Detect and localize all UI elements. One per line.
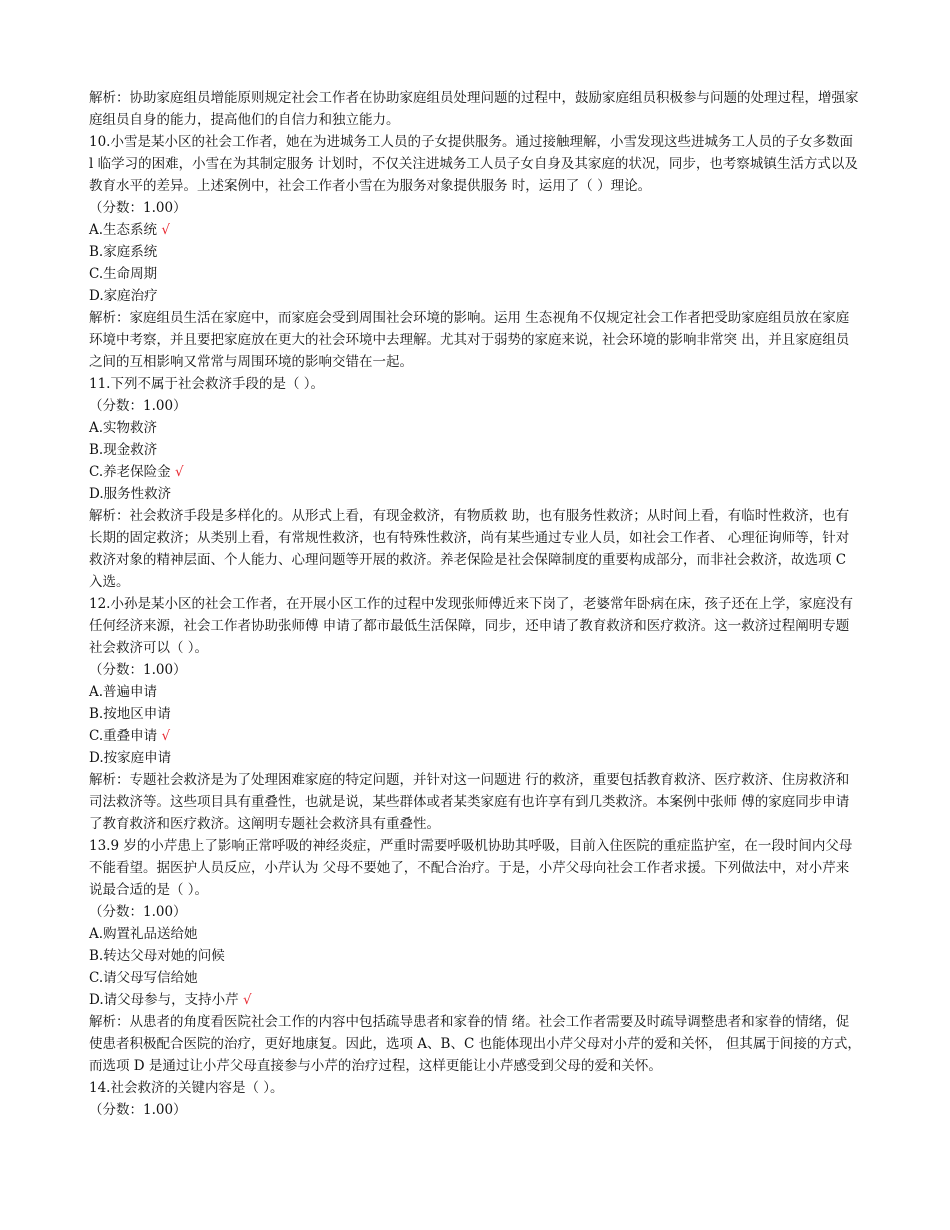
option-text: C.请父母写信给她: [89, 970, 198, 986]
correct-answer-check-icon: √: [161, 728, 171, 744]
option-text: B.家庭系统: [89, 244, 158, 260]
score-text: （分数：1.00）: [89, 662, 187, 678]
question-text: 11.下列不属于社会救济手段的是（ ）。: [89, 376, 325, 392]
analysis-text: [89, 769, 861, 835]
score-text: （分数：1.00）: [89, 200, 187, 216]
option-text: A.实物救济: [89, 420, 158, 436]
answer-option: [89, 483, 861, 505]
answer-option: [89, 417, 861, 439]
answer-option: [89, 923, 861, 945]
answer-option: [89, 989, 861, 1011]
analysis-text: 解析：家庭组员生活在家庭中，而家庭会受到周围社会环境的影响。运用 生态视角不仅规定社会工作者把受助家庭组员放在家庭环境中考察，并且要把家庭放在更大的社会环境中去理解。尤其对于弱势的家庭来说，社会环境的影响非常突 出，并且家庭组员之间的互相影响又常常与周围环境的影响交错在一起。: [89, 310, 850, 370]
answer-option: [89, 945, 861, 967]
correct-answer-check-icon: √: [174, 464, 184, 480]
analysis-text: [89, 307, 861, 373]
question-text: 13.9 岁的小芹患上了影响正常呼吸的神经炎症，严重时需要呼吸机协助其呼吸，目前入住医院的重症监护室，在一段时间内父母不能看望。据医护人员反应，小芹认为 父母不要她了，不配合治疗。于是，小芹父母向社会工作者求援。下列做法中，对小芹来说最合适的是（ ）。: [89, 838, 853, 898]
question-text: [89, 835, 861, 901]
analysis-text: [89, 87, 861, 131]
answer-option: [89, 725, 861, 747]
analysis-text: 解析：协助家庭组员增能原则规定社会工作者在协助家庭组员处理问题的过程中，鼓励家庭组员积极参与问题的处理过程，增强家庭组员自身的能力，提高他们的自信力和独立能力。: [89, 90, 859, 128]
correct-answer-check-icon: √: [242, 992, 252, 1008]
answer-option: [89, 219, 861, 241]
score-label: [89, 197, 861, 219]
analysis-text: 解析：从患者的角度看医院社会工作的内容中包括疏导患者和家眷的情 绪。社会工作者需要及时疏导调整患者和家眷的情绪，促使患者积极配合医院的治疗，更好地康复。因此，选项 A、B、C 也能体现出小芹父母对小芹的爱和关怀， 但其属于间接的方式，而选项 D 是通过让小芹父母直接参与小芹的治疗过程，这样更能让小芹感受到父母的爱和关怀。: [89, 1014, 861, 1074]
option-text: D.请父母参与，支持小芹: [89, 992, 239, 1008]
score-label: [89, 659, 861, 681]
option-text: A.生态系统: [89, 222, 158, 238]
option-text: C.生命周期: [89, 266, 158, 282]
answer-option: [89, 439, 861, 461]
option-text: C.重叠申请: [89, 728, 158, 744]
question-text: 12.小孙是某小区的社会工作者，在开展小区工作的过程中发现张师傅近来下岗了，老婆常年卧病在床，孩子还在上学，家庭没有任何经济来源，社会工作者协助张师傅 申请了都市最低生活保障，同步，还申请了教育救济和医疗救济。这一救济过程阐明专题社会救济可以（ ）。: [89, 596, 853, 656]
correct-answer-check-icon: √: [161, 222, 170, 238]
answer-option: [89, 241, 861, 263]
option-text: B.按地区申请: [89, 706, 171, 722]
analysis-text: 解析：专题社会救济是为了处理困难家庭的特定问题，并针对这一问题进 行的救济，重要包括教育救济、医疗救济、住房救济和司法救济等。这些项目具有重叠性，也就是说，某些群体或者某类家庭有也许享有到几类救济。本案例中张师 傅的家庭同步申请了教育救济和医疗救济。这阐明专题社会救济具有重叠性。: [89, 772, 850, 832]
analysis-text: 解析：社会救济手段是多样化的。从形式上看，有现金救济，有物质救 助，也有服务性救济；从时间上看，有临时性救济，也有长期的固定救济；从类别上看，有常规性救济，也有特殊性救济，尚有某些通过专业人员，如社会工作者、 心理征询师等，针对救济对象的精神层面、个人能力、心理问题等开展的救济。养老保险是社会保障制度的重要构成部分，而非社会救济，故选项 C 入选。: [89, 508, 850, 590]
score-text: （分数：1.00）: [89, 904, 187, 920]
option-text: B.现金救济: [89, 442, 158, 458]
analysis-text: [89, 505, 861, 593]
option-text: A.购置礼品送给她: [89, 926, 198, 942]
answer-option: [89, 967, 861, 989]
question-text: [89, 593, 861, 659]
question-text: [89, 1077, 861, 1099]
answer-option: [89, 285, 861, 307]
question-text: 14.社会救济的关键内容是（ ）。: [89, 1080, 284, 1096]
answer-option: [89, 263, 861, 285]
answer-option: [89, 747, 861, 769]
score-label: [89, 395, 861, 417]
question-text: [89, 131, 861, 197]
option-text: D.服务性救济: [89, 486, 172, 502]
score-label: [89, 901, 861, 923]
score-text: （分数：1.00）: [89, 398, 187, 414]
score-label: [89, 1099, 861, 1121]
option-text: B.转达父母对她的问候: [89, 948, 225, 964]
option-text: A.普遍申请: [89, 684, 158, 700]
answer-option: [89, 461, 861, 483]
answer-option: [89, 703, 861, 725]
option-text: D.家庭治疗: [89, 288, 158, 304]
analysis-text: [89, 1011, 861, 1077]
option-text: D.按家庭申请: [89, 750, 172, 766]
option-text: C.养老保险金: [89, 464, 171, 480]
answer-option: [89, 681, 861, 703]
score-text: （分数：1.00）: [89, 1102, 187, 1118]
question-text: [89, 373, 861, 395]
question-text: 10.小雪是某小区的社会工作者，她在为进城务工人员的子女提供服务。通过接触理解，小雪发现这些进城务工人员的子女多数面 l 临学习的困难，小雪在为其制定服务 计划时，不仅关注进城务工人员子女自身及其家庭的状况，同步，也考察城镇生活方式以及教育水平的差异。上述案例中，社会工作者小雪在为服务对象提供服务 时，运用了（ ）理论。: [89, 134, 858, 194]
document-page: [89, 87, 861, 1121]
